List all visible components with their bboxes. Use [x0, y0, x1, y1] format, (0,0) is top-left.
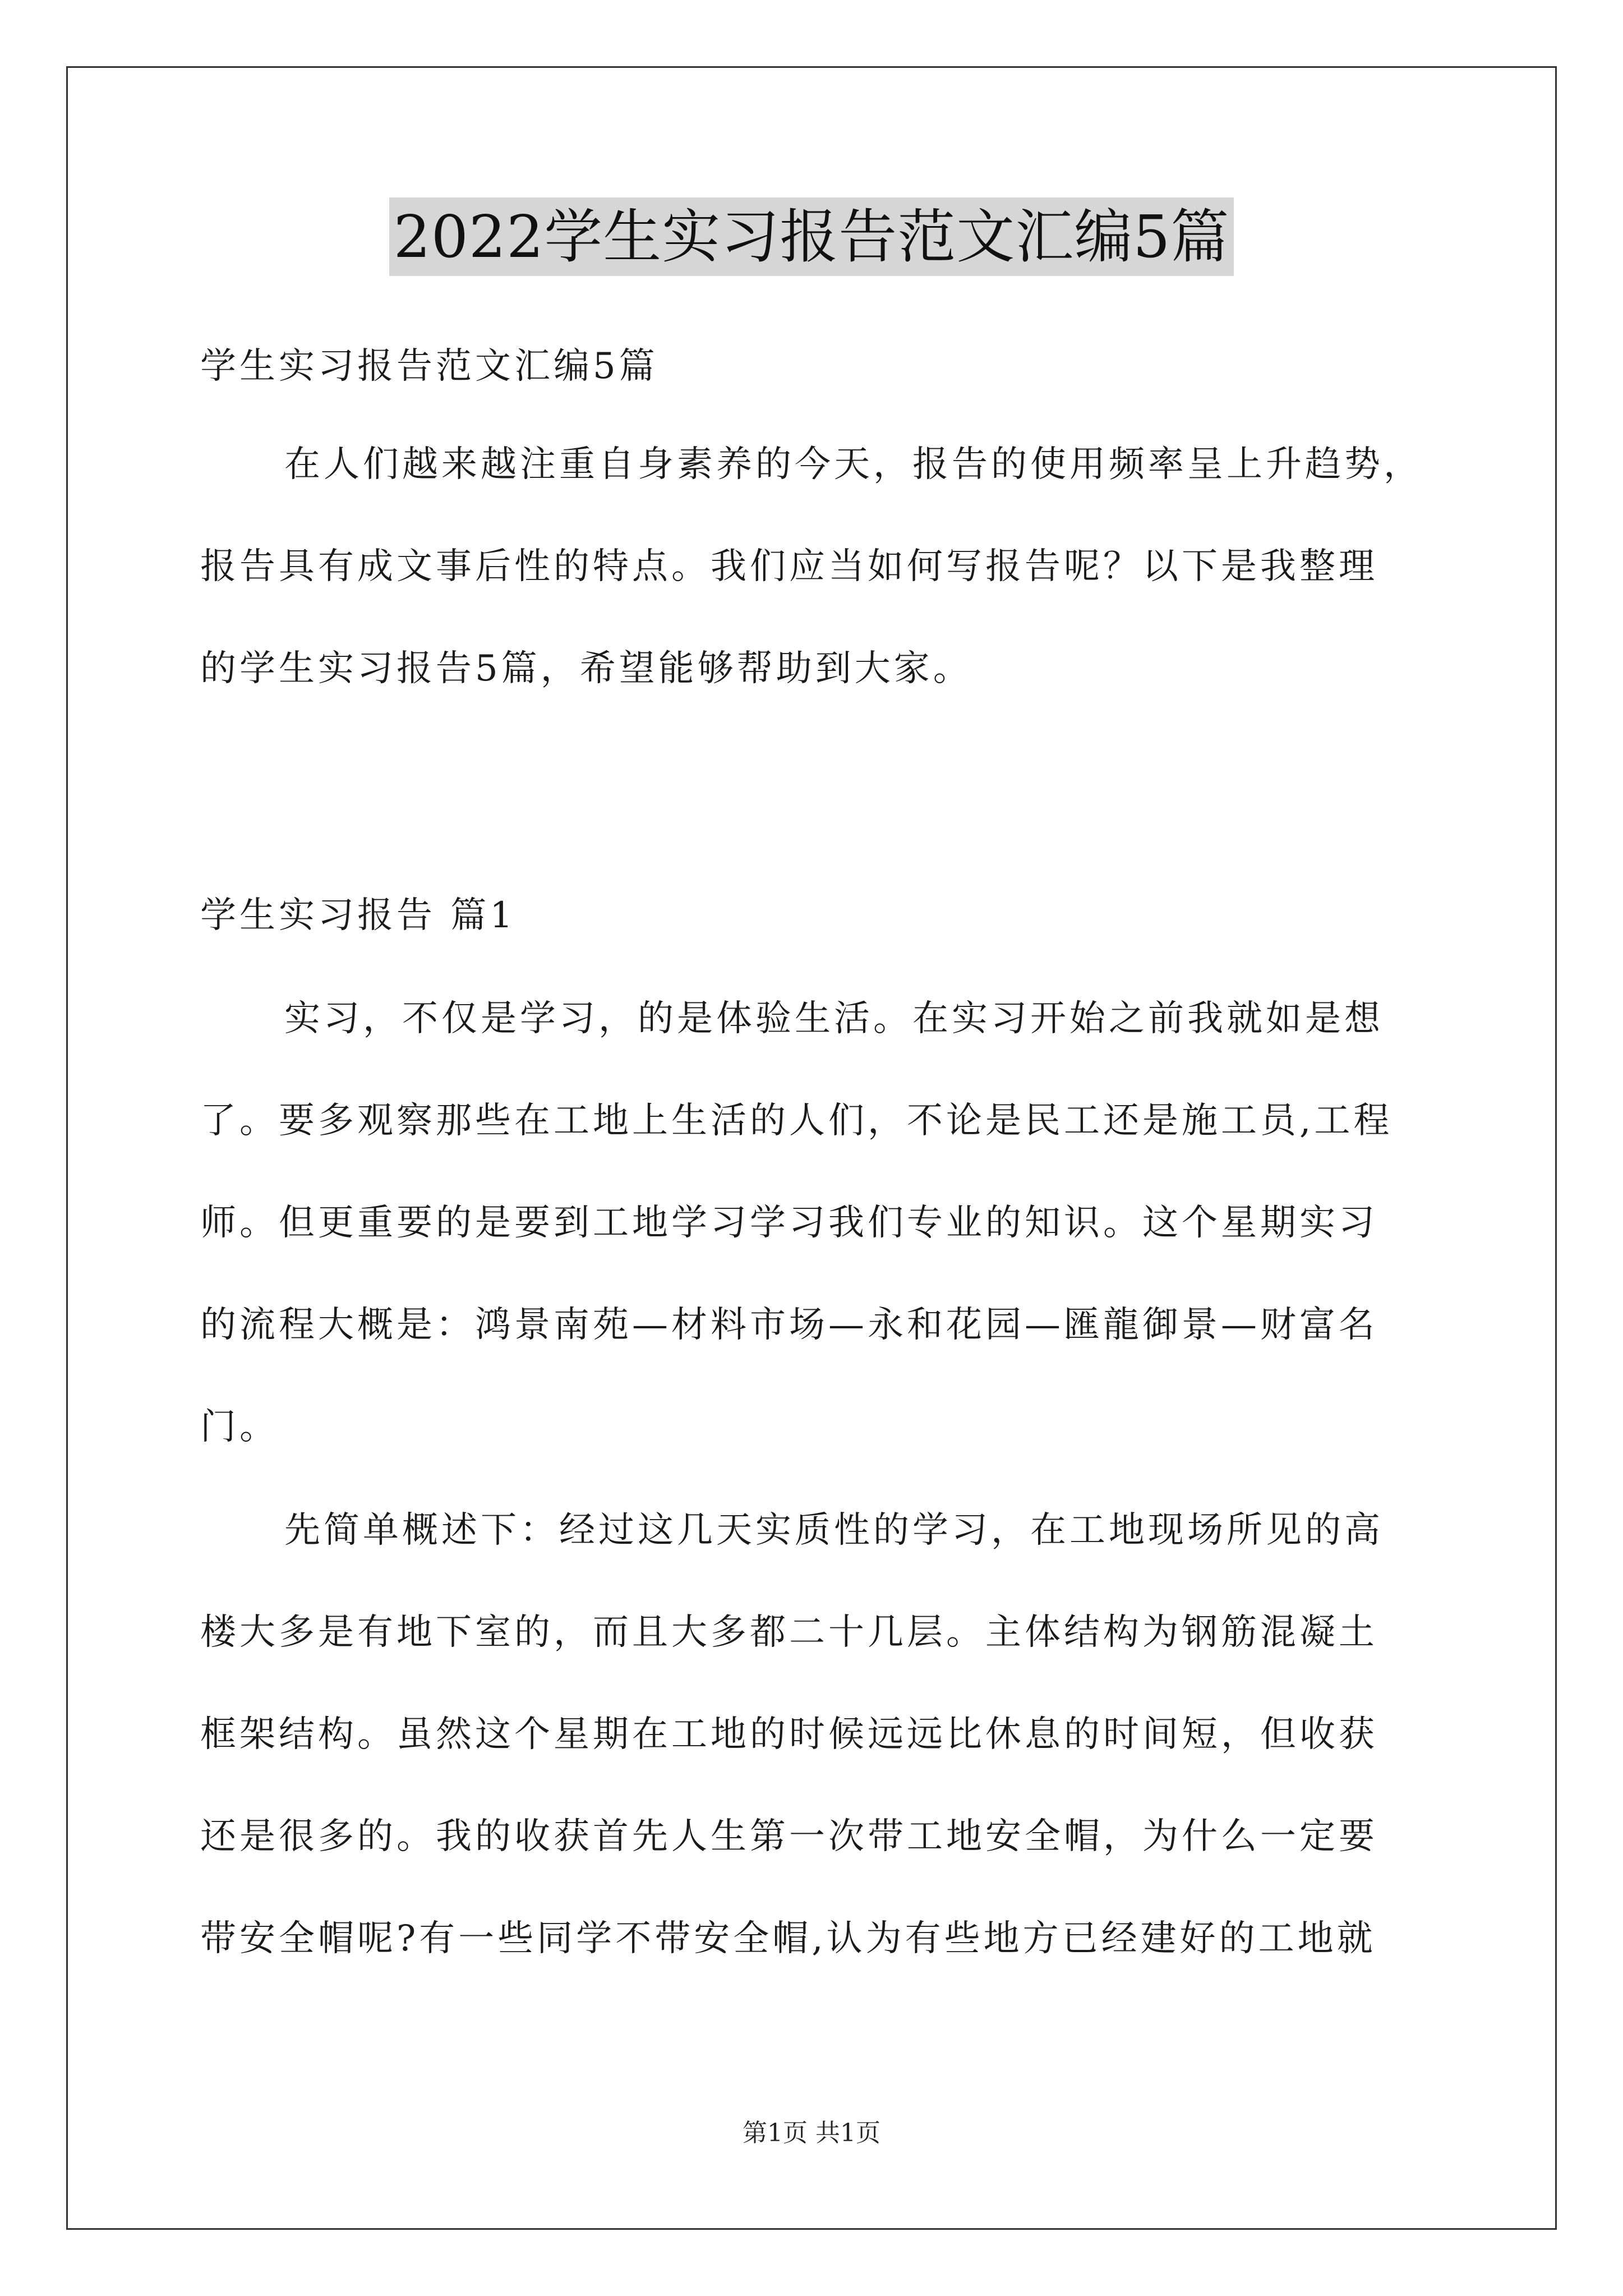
section-heading-block — [200, 864, 1434, 967]
paragraph-line: 带安全帽呢?有一些同学不带安全帽,认为有些地方已经建好的工地就 — [200, 1918, 1376, 1959]
paragraph-1 — [200, 968, 1434, 1478]
intro-paragraph — [200, 413, 1434, 720]
document-title: 2022学生实习报告范文汇编5篇 — [389, 197, 1234, 276]
section-heading: 学生实习报告 篇1 — [200, 895, 517, 936]
paragraph-line: 楼大多是有地下室的，而且大多都二十几层。主体结构为钢筋混凝土 — [200, 1612, 1378, 1653]
title-container — [0, 197, 1623, 276]
page-footer: 第1页 共1页 — [743, 2119, 880, 2147]
subtitle-block — [200, 315, 1434, 417]
paragraph-line: 的流程大概是：鸿景南苑—材料市场—永和花园—匯龍御景—财富名 — [200, 1304, 1378, 1346]
paragraph-line: 还是很多的。我的收获首先人生第一次带工地安全帽，为什么一定要 — [200, 1816, 1378, 1857]
paragraph-2 — [200, 1479, 1434, 1990]
intro-line: 的学生实习报告5篇，希望能够帮助到大家。 — [200, 648, 972, 689]
intro-line: 报告具有成文事后性的特点。我们应当如何写报告呢？以下是我整理 — [200, 546, 1378, 587]
document-subtitle: 学生实习报告范文汇编5篇 — [200, 346, 658, 387]
paragraph-line: 门。 — [200, 1406, 279, 1448]
paragraph-line: 先简单概述下：经过这几天实质性的学习，在工地现场所见的高 — [284, 1510, 1384, 1551]
paragraph-line: 框架结构。虽然这个星期在工地的时候远远比休息的时间短，但收获 — [200, 1714, 1378, 1755]
paragraph-line: 师。但更重要的是要到工地学习学习我们专业的知识。这个星期实习 — [200, 1202, 1378, 1244]
paragraph-line: 实习，不仅是学习，的是体验生活。在实习开始之前我就如是想 — [284, 998, 1384, 1039]
intro-line: 在人们越来越注重自身素养的今天，报告的使用频率呈上升趋势， — [284, 444, 1423, 485]
paragraph-line: 了。要多观察那些在工地上生活的人们，不论是民工还是施工员,工程 — [200, 1100, 1393, 1142]
